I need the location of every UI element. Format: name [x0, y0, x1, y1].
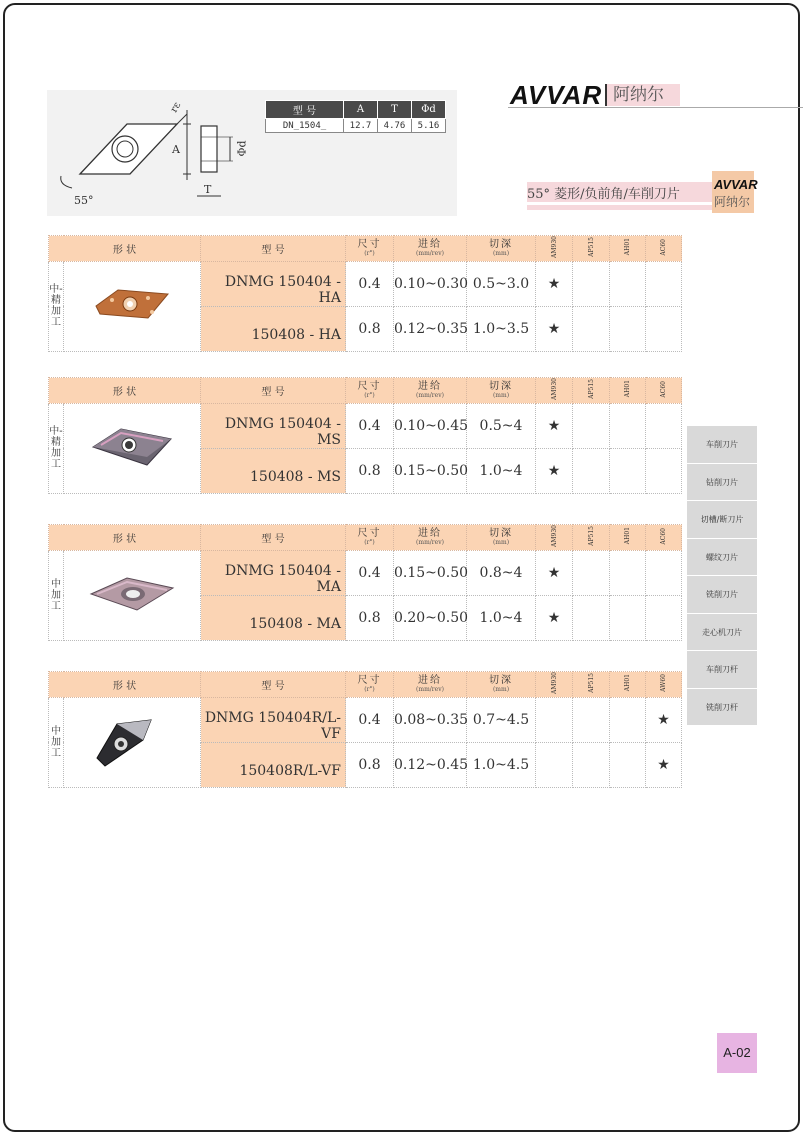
grade-star: [646, 595, 682, 640]
grade-star: ★: [536, 403, 573, 448]
header-depth: 切深 (mm): [467, 525, 536, 551]
header-grade: AP515: [573, 672, 610, 698]
grade-star: [610, 403, 646, 448]
grade-star: [573, 742, 610, 787]
size-cell: 0.4: [346, 550, 394, 595]
side-tab[interactable]: 铣削刀片: [687, 576, 757, 614]
grade-star: [536, 742, 573, 787]
size-cell: 0.4: [346, 697, 394, 742]
header-model: 型 号: [201, 525, 346, 551]
header-model: 型 号: [201, 378, 346, 404]
header-model: 型 号: [201, 236, 346, 262]
header-grade: AC60: [646, 378, 682, 404]
model-cell: 150408 - HA: [201, 306, 346, 351]
grade-star: [573, 448, 610, 493]
depth-cell: 1.0~4: [467, 448, 536, 493]
header-depth: 切深 (mm): [467, 236, 536, 262]
header-feed: 进给 (mm/rev): [394, 525, 467, 551]
spec-header: 型 号: [266, 101, 344, 119]
grade-star: [573, 261, 610, 306]
depth-cell: 1.0~4.5: [467, 742, 536, 787]
model-cell: DNMG 150404 - MA: [201, 550, 346, 595]
machining-category: 中加工: [49, 697, 64, 787]
size-cell: 0.8: [346, 595, 394, 640]
header-size: 尺寸 (r°): [346, 525, 394, 551]
spec-header: A: [344, 101, 378, 119]
header-grade: AW60: [646, 672, 682, 698]
side-tab[interactable]: 车削刀片: [687, 426, 757, 464]
side-tab[interactable]: 铣削刀杆: [687, 689, 757, 727]
model-cell: DNMG 150404 - MS: [201, 403, 346, 448]
header-grade: AP515: [573, 378, 610, 404]
spec-cell: 12.7: [344, 119, 378, 133]
model-cell: DNMG 150404 - HA: [201, 261, 346, 306]
spec-header: Φd: [412, 101, 446, 119]
side-tab[interactable]: 螺纹刀片: [687, 539, 757, 577]
machining-category: 中加工: [49, 550, 64, 640]
table-row: [49, 261, 682, 306]
grade-star: ★: [536, 550, 573, 595]
grade-star: ★: [536, 261, 573, 306]
feed-cell: 0.15~0.50: [394, 448, 467, 493]
model-cell: 150408R/L-VF: [201, 742, 346, 787]
product-table: [48, 235, 682, 352]
side-tab[interactable]: 走心机刀片: [687, 614, 757, 652]
depth-cell: 0.5~3.0: [467, 261, 536, 306]
header-shape: 形 状: [49, 525, 201, 551]
spec-cell: DN_1504_: [266, 119, 344, 133]
grade-star: [573, 306, 610, 351]
spec-header: T: [378, 101, 412, 119]
header-grade: AH01: [610, 525, 646, 551]
grade-star: [610, 261, 646, 306]
table-row: [49, 550, 682, 595]
header-feed: 进给 (mm/rev): [394, 378, 467, 404]
spec-cell: 5.16: [412, 119, 446, 133]
grade-star: [646, 550, 682, 595]
grade-star: [646, 261, 682, 306]
grade-star: [646, 306, 682, 351]
grade-star: [610, 742, 646, 787]
insert-image: [64, 697, 201, 787]
mini-logo-mark: AVVAR: [714, 177, 758, 192]
t-label: T: [204, 183, 212, 196]
header-shape: 形 状: [49, 672, 201, 698]
grade-star: [573, 403, 610, 448]
header-grade: AC60: [646, 525, 682, 551]
spec-table: [265, 100, 446, 133]
header-grade: AM930: [536, 378, 573, 404]
header-size: 尺寸 (r°): [346, 378, 394, 404]
side-tab[interactable]: 车削刀杆: [687, 651, 757, 689]
grade-star: [573, 697, 610, 742]
machining-category: 中-精加工: [49, 261, 64, 351]
grade-star: ★: [536, 448, 573, 493]
size-cell: 0.8: [346, 742, 394, 787]
header-size: 尺寸 (r°): [346, 236, 394, 262]
header-shape: 形 状: [49, 236, 201, 262]
model-cell: 150408 - MS: [201, 448, 346, 493]
feed-cell: 0.10~0.30: [394, 261, 467, 306]
grade-star: ★: [536, 595, 573, 640]
size-cell: 0.4: [346, 261, 394, 306]
header-model: 型 号: [201, 672, 346, 698]
header-size: 尺寸 (r°): [346, 672, 394, 698]
table-row: [49, 697, 682, 742]
grade-star: ★: [536, 306, 573, 351]
grade-star: [610, 550, 646, 595]
depth-cell: 1.0~4: [467, 595, 536, 640]
insert-image: [64, 403, 201, 493]
product-table: [48, 671, 682, 788]
depth-cell: 1.0~3.5: [467, 306, 536, 351]
grade-star: [646, 448, 682, 493]
header-grade: AM930: [536, 525, 573, 551]
grade-star: [536, 697, 573, 742]
feed-cell: 0.20~0.50: [394, 595, 467, 640]
feed-cell: 0.10~0.45: [394, 403, 467, 448]
feed-cell: 0.12~0.35: [394, 306, 467, 351]
header-grade: AH01: [610, 672, 646, 698]
insert-image: [64, 261, 201, 351]
header-grade: AM930: [536, 672, 573, 698]
side-tab[interactable]: 切槽/断刀片: [687, 501, 757, 539]
brand-logo: AVVAR: [510, 80, 603, 110]
grade-star: [573, 595, 610, 640]
header-feed: 进给 (mm/rev): [394, 236, 467, 262]
r-label: rε: [168, 100, 184, 115]
grade-star: ★: [646, 697, 682, 742]
grade-star: [573, 550, 610, 595]
angle-label: 55°: [74, 194, 94, 207]
grade-star: [646, 403, 682, 448]
side-tab[interactable]: 钻削刀片: [687, 464, 757, 502]
section-title: 55° 菱形/负前角/车削刀片: [527, 187, 680, 202]
header-shape: 形 状: [49, 378, 201, 404]
grade-star: [610, 595, 646, 640]
header-grade: AC60: [646, 236, 682, 262]
header-feed: 进给 (mm/rev): [394, 672, 467, 698]
size-cell: 0.8: [346, 448, 394, 493]
product-table: [48, 524, 682, 641]
header-grade: AH01: [610, 378, 646, 404]
table-row: [49, 403, 682, 448]
grade-star: ★: [646, 742, 682, 787]
machining-category: 中-精加工: [49, 403, 64, 493]
feed-cell: 0.15~0.50: [394, 550, 467, 595]
depth-cell: 0.8~4: [467, 550, 536, 595]
model-cell: 150408 - MA: [201, 595, 346, 640]
size-cell: 0.8: [346, 306, 394, 351]
model-cell: DNMG 150404R/L-VF: [201, 697, 346, 742]
grade-star: [610, 306, 646, 351]
header-depth: 切深 (mm): [467, 378, 536, 404]
category-nav: [687, 426, 757, 726]
depth-cell: 0.5~4: [467, 403, 536, 448]
header-grade: AH01: [610, 236, 646, 262]
depth-cell: 0.7~4.5: [467, 697, 536, 742]
feed-cell: 0.08~0.35: [394, 697, 467, 742]
d-label: Φd: [235, 140, 249, 157]
divider: [508, 107, 803, 108]
mini-logo-name: 阿纳尔: [714, 195, 751, 209]
grade-star: [610, 448, 646, 493]
section-banner: [527, 173, 712, 211]
header-grade: AM930: [536, 236, 573, 262]
header-grade: AP515: [573, 525, 610, 551]
insert-image: [64, 550, 201, 640]
a-label: A: [172, 143, 180, 156]
spec-cell: 4.76: [378, 119, 412, 133]
mini-logo: [712, 171, 758, 213]
feed-cell: 0.12~0.45: [394, 742, 467, 787]
page-number: A-02: [717, 1033, 757, 1073]
grade-star: [610, 697, 646, 742]
brand-name-cn: 阿纳尔: [605, 84, 680, 106]
product-table: [48, 377, 682, 494]
header-grade: AP515: [573, 236, 610, 262]
size-cell: 0.4: [346, 403, 394, 448]
header-depth: 切深 (mm): [467, 672, 536, 698]
